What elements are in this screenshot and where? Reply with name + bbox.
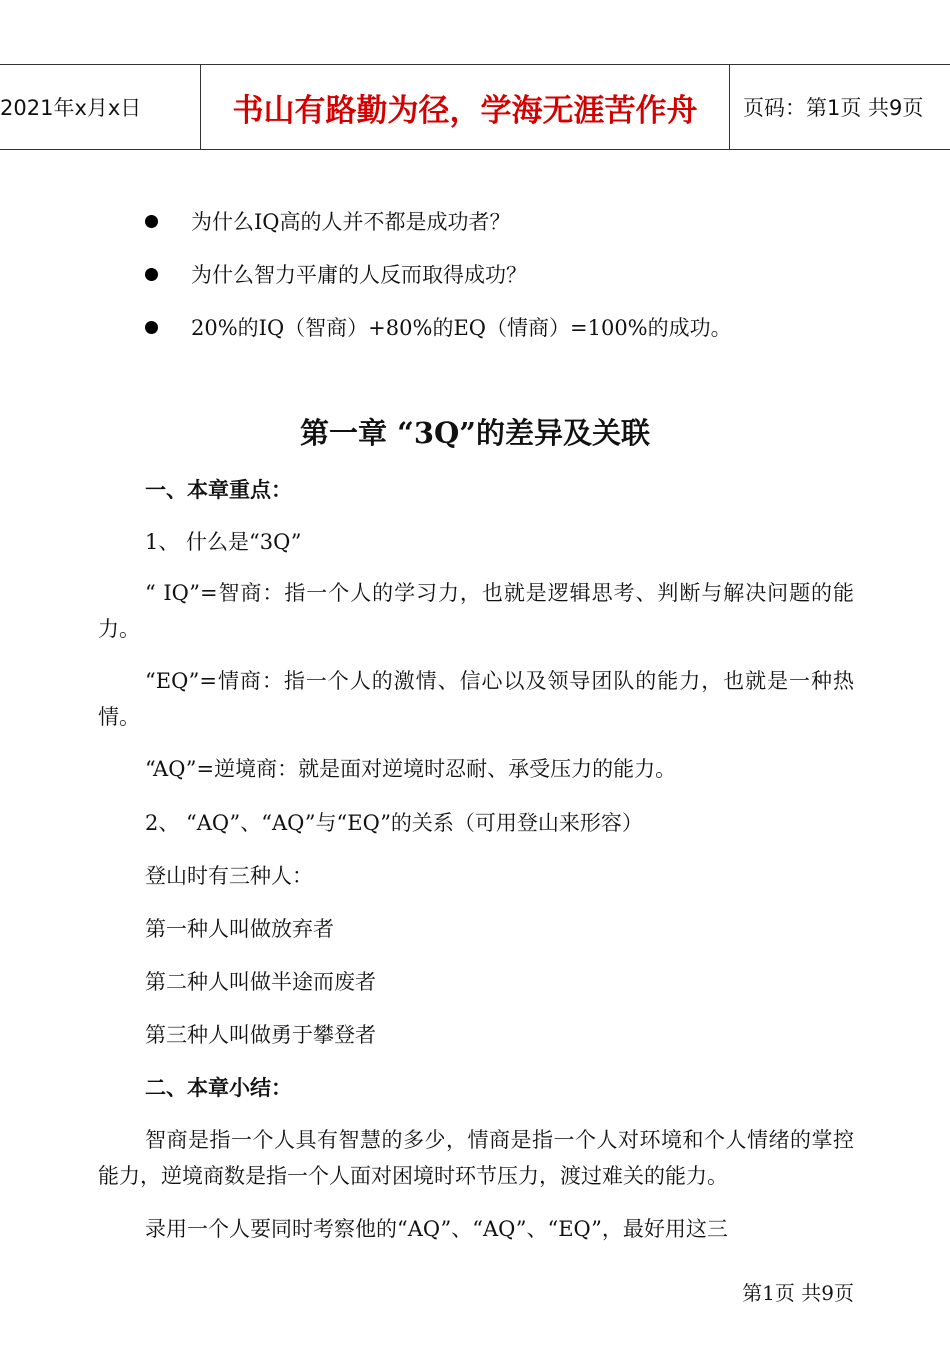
section1-heading: 一、本章重点： <box>145 477 292 502</box>
header-motto: 书山有路勤为径，学海无涯苦作舟 <box>200 65 730 149</box>
bullet-item <box>145 260 527 290</box>
header-date: 2021年x月x日 <box>0 96 142 120</box>
section2-heading: 二、本章小结： <box>145 1075 292 1100</box>
bullet-item <box>145 313 732 343</box>
aq-definition: “AQ”=逆境商：就是面对逆境时忍耐、承受压力的能力。 <box>145 757 677 781</box>
header-page-info: 页码：第1页 共9页 <box>743 96 924 120</box>
bullet-icon <box>145 268 158 281</box>
item1-heading: 1、 什么是“3Q” <box>145 530 302 554</box>
bullet-icon <box>145 321 158 334</box>
climb-intro: 登山时有三种人： <box>145 864 313 888</box>
iq-definition: “ IQ”=智商：指一个人的学习力，也就是逻辑思考、判断与解决问题的能力。 <box>98 581 854 641</box>
summary-paragraph-1: 智商是指一个人具有智慧的多少，情商是指一个人对环境和个人情绪的掌控能力，逆境商数是指一个人面对困境时环节压力，渡过难关的能力。 <box>98 1128 854 1188</box>
chapter-title: 第一章 “3Q”的差异及关联 <box>300 416 650 450</box>
bullet-item <box>145 207 511 237</box>
bullet-text: 20%的IQ（智商）+80%的EQ（情商）=100%的成功。 <box>191 316 732 340</box>
page-header <box>0 64 950 150</box>
climber-type-1: 第一种人叫做放弃者 <box>145 917 334 941</box>
eq-definition: “EQ”=情商：指一个人的激情、信心以及领导团队的能力，也就是一种热情。 <box>98 669 854 729</box>
climber-type-2: 第二种人叫做半途而废者 <box>145 970 376 994</box>
summary-paragraph-2: 录用一个人要同时考察他的“AQ”、“AQ”、“EQ”，最好用这三 <box>145 1217 728 1241</box>
climber-type-3: 第三种人叫做勇于攀登者 <box>145 1023 376 1047</box>
bullet-text: 为什么IQ高的人并不都是成功者？ <box>191 210 511 234</box>
bullet-icon <box>145 215 158 228</box>
bullet-text: 为什么智力平庸的人反而取得成功？ <box>191 263 527 287</box>
item2-heading: 2、 “AQ”、“AQ”与“EQ”的关系（可用登山来形容） <box>145 811 643 835</box>
page-footer: 第1页 共9页 <box>742 1281 854 1305</box>
